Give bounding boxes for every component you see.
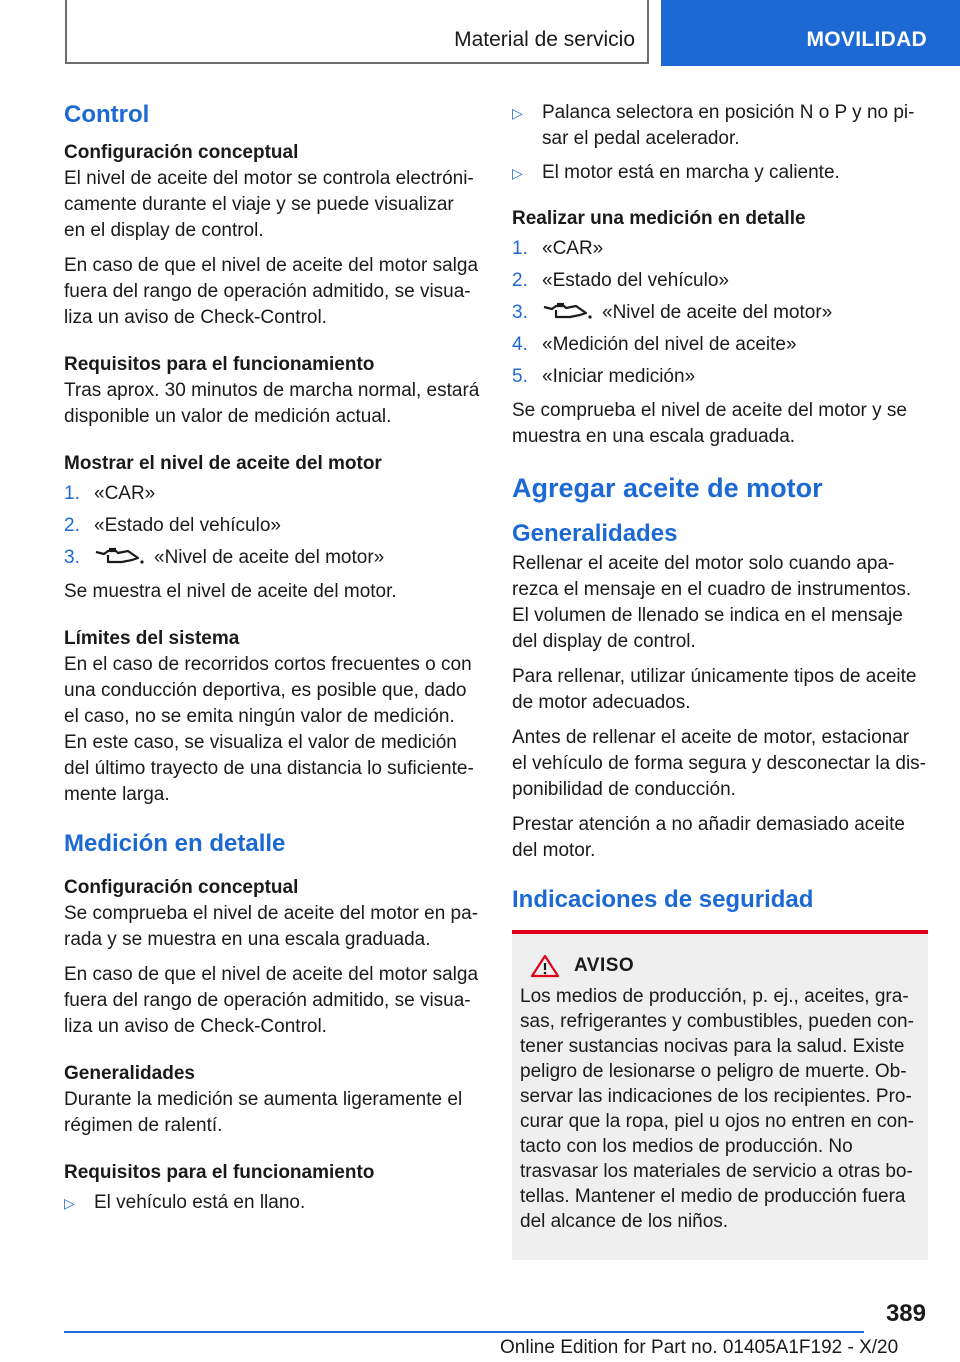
- paragraph: Se comprueba el nivel de aceite del motor en pa-rada y se muestra en una escala graduada.: [64, 903, 479, 950]
- paragraph: Rellenar el aceite del motor solo cuando apa-rezca el mensaje en el cuadro de instrumentos. El volumen de llenado se indica en el mensaje del display de control.: [512, 553, 912, 652]
- requirements-list-continued: [512, 100, 928, 186]
- step-number: 5.: [512, 366, 528, 387]
- footer-divider: [64, 1331, 864, 1333]
- step-text: «CAR»: [542, 238, 604, 259]
- heading-add-engine-oil: Agregar aceite de motor: [512, 473, 823, 503]
- warning-triangle-icon: [530, 954, 560, 978]
- list-item-text: El vehículo está en llano.: [94, 1192, 306, 1213]
- paragraph: Antes de rellenar el aceite de motor, estacionar el vehículo de forma segura y desconectar la dis-ponibilidad de conducción.: [512, 727, 926, 800]
- step-number: 1.: [512, 238, 528, 259]
- header-chapter-tab: [661, 0, 960, 66]
- paragraph: Para rellenar, utilizar únicamente tipos de aceite de motor adecuados.: [512, 666, 917, 713]
- list-item: [64, 1190, 480, 1216]
- step-number: 4.: [512, 334, 528, 355]
- subheading-requirements: Requisitos para el funcionamiento: [64, 1162, 375, 1183]
- step-number: 2.: [512, 270, 528, 291]
- paragraph: El nivel de aceite del motor se controla electróni-camente durante el viaje y se puede visualizar en el display de control.: [64, 168, 474, 241]
- list-item: [512, 160, 928, 186]
- paragraph: Se muestra el nivel de aceite del motor.: [64, 581, 397, 602]
- warning-header: [520, 954, 920, 978]
- heading-control: Control: [64, 101, 150, 128]
- bullet-triangle-icon: ▷: [64, 1195, 75, 1211]
- list-item: [64, 545, 480, 571]
- paragraph: En este caso, se visualiza el valor de medición del último trayecto de una distancia lo suficiente-mente larga.: [64, 732, 474, 805]
- heading-detail-measurement: Medición en detalle: [64, 830, 286, 857]
- subheading-perform-measurement: Realizar una medición en detalle: [512, 208, 806, 229]
- paragraph: En caso de que el nivel de aceite del motor salga fuera del rango de operación admitido, se visua-liza un aviso de Check-Control.: [64, 964, 479, 1037]
- warning-title: AVISO: [574, 955, 635, 976]
- step-text: «Nivel de aceite del motor»: [154, 547, 385, 568]
- requirements-list: [64, 1190, 480, 1216]
- list-item: [512, 332, 928, 358]
- header-chapter-title: MOVILIDAD: [806, 28, 927, 51]
- measure-steps-list: [512, 236, 928, 390]
- list-item-text: Palanca selectora en posición N o P y no pi-sar el pedal acelerador.: [542, 102, 915, 149]
- step-text: «Estado del vehículo»: [94, 515, 281, 536]
- step-text: «Iniciar medición»: [542, 366, 696, 387]
- page-number: 389: [885, 1300, 926, 1327]
- step-text: «CAR»: [94, 483, 156, 504]
- paragraph: En caso de que el nivel de aceite del motor salga fuera del rango de operación admitido, se visua-liza un aviso de Check-Control.: [64, 255, 479, 328]
- list-item: [512, 364, 928, 390]
- subheading-requirements: Requisitos para el funcionamiento: [64, 354, 375, 375]
- step-number: 2.: [64, 515, 80, 536]
- list-item: [512, 100, 928, 152]
- header-section-title: Material de servicio: [454, 28, 635, 51]
- subheading-concept: Configuración conceptual: [64, 142, 299, 163]
- list-item: [512, 300, 928, 326]
- heading-safety: Indicaciones de seguridad: [512, 886, 814, 913]
- step-text: «Estado del vehículo»: [542, 270, 729, 291]
- list-item: [512, 268, 928, 294]
- footer-edition: Online Edition for Part no. 01405A1F192 - X/20: [500, 1337, 899, 1358]
- header-section-box: [65, 0, 649, 64]
- paragraph: Durante la medición se aumenta ligeramente el régimen de ralentí.: [64, 1089, 463, 1136]
- warning-box: [512, 930, 928, 1260]
- step-number: 1.: [64, 483, 80, 504]
- list-item: [64, 481, 480, 507]
- paragraph: Prestar atención a no añadir demasiado aceite del motor.: [512, 814, 905, 861]
- bullet-triangle-icon: ▷: [512, 165, 523, 181]
- bullet-triangle-icon: ▷: [512, 105, 523, 121]
- right-column: [512, 100, 928, 925]
- subheading-show-oil-level: Mostrar el nivel de aceite del motor: [64, 453, 382, 474]
- list-item: [512, 236, 928, 262]
- paragraph: Tras aprox. 30 minutos de marcha normal, estará disponible un valor de medición actual.: [64, 380, 480, 427]
- subheading-system-limits: Límites del sistema: [64, 628, 240, 649]
- step-number: 3.: [512, 302, 528, 323]
- list-item: [64, 513, 480, 539]
- paragraph: Se comprueba el nivel de aceite del motor y se muestra en una escala graduada.: [512, 400, 907, 447]
- step-text: «Nivel de aceite del motor»: [602, 302, 833, 323]
- step-text: «Medición del nivel de aceite»: [542, 334, 797, 355]
- warning-text: Los medios de producción, p. ej., aceites, gra-sas, refrigerantes y combustibles, pueden con-tener sustancias nocivas para la salud. Existe peligro de lesionarse o peligro de muerte. Ob-servar las indicaciones de los recipientes. Pro-curar que la ropa, piel u ojos no entren en con-tacto con los medios de producción. No trasvasar los materiales de servicio a otras bo-tellas. Mantener el medio de producción fuera del alcance de los niños.: [520, 986, 914, 1232]
- list-item-text: El motor está en marcha y caliente.: [542, 162, 840, 183]
- show-steps-list: [64, 481, 480, 571]
- heading-general: Generalidades: [512, 520, 678, 547]
- oil-can-icon: [94, 546, 144, 566]
- oil-can-icon: [542, 301, 592, 321]
- paragraph: En el caso de recorridos cortos frecuentes o con una conducción deportiva, es posible que, dado el caso, no se emita ningún valor de medición.: [64, 654, 472, 727]
- left-column: [64, 100, 480, 1224]
- subheading-general: Generalidades: [64, 1063, 195, 1084]
- subheading-concept: Configuración conceptual: [64, 877, 299, 898]
- step-number: 3.: [64, 547, 80, 568]
